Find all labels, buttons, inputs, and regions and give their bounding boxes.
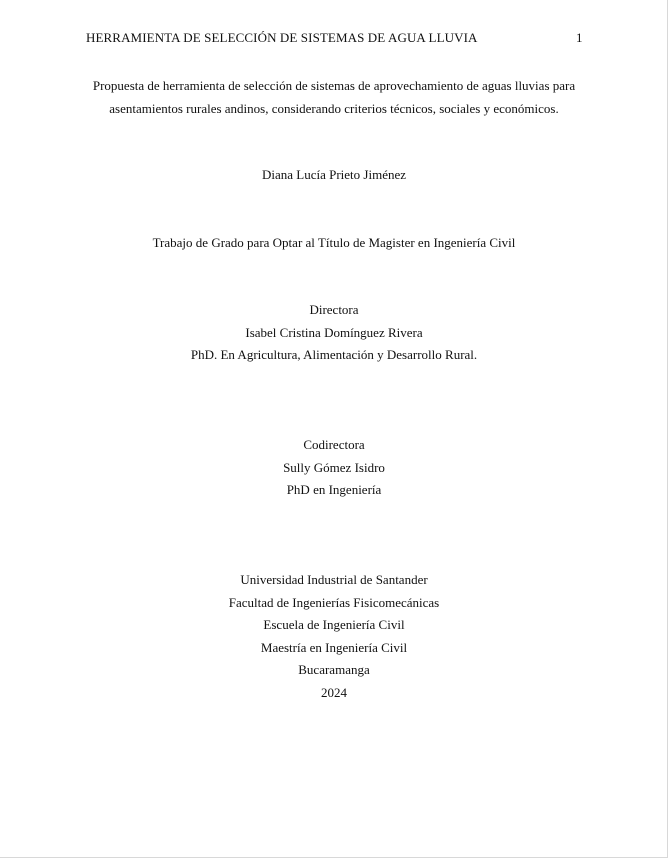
degree-statement-text: Trabajo de Grado para Optar al Título de Magister en Ingeniería Civil — [152, 235, 516, 250]
school-name: Escuela de Ingeniería Civil — [263, 617, 405, 633]
codirector-block — [0, 434, 668, 502]
codirector-role: Codirectora — [303, 437, 365, 452]
author-name — [0, 164, 668, 187]
running-head: HERRAMIENTA DE SELECCIÓN DE SISTEMAS DE AGUA LLUVIA — [86, 30, 478, 45]
author-name-text: Diana Lucía Prieto Jiménez — [261, 167, 407, 182]
title-line: asentamientos rurales andinos, considerando criterios técnicos, sociales y económicos. — [109, 100, 559, 116]
institution-block — [0, 569, 668, 705]
codirector-name: Sully Gómez Isidro — [283, 459, 385, 475]
faculty-name: Facultad de Ingenierías Fisicomecánicas — [228, 594, 440, 610]
program-name: Maestría en Ingeniería Civil — [260, 639, 408, 655]
degree-statement — [0, 232, 668, 255]
year: 2024 — [321, 684, 347, 700]
codirector-credential: PhD en Ingeniería — [286, 482, 382, 498]
director-credential: PhD. En Agricultura, Alimentación y Desarrollo Rural. — [190, 347, 478, 363]
city-name: Bucaramanga — [298, 662, 370, 678]
title-line: Propuesta de herramienta de selección de sistemas de aprovechamiento de aguas lluvias para — [92, 78, 576, 93]
director-name: Isabel Cristina Domínguez Rivera — [245, 324, 423, 340]
director-role: Directora — [309, 302, 359, 317]
page-number: 1 — [576, 30, 583, 45]
thesis-title — [0, 75, 668, 120]
university-name: Universidad Industrial de Santander — [240, 572, 428, 587]
director-block — [0, 299, 668, 367]
